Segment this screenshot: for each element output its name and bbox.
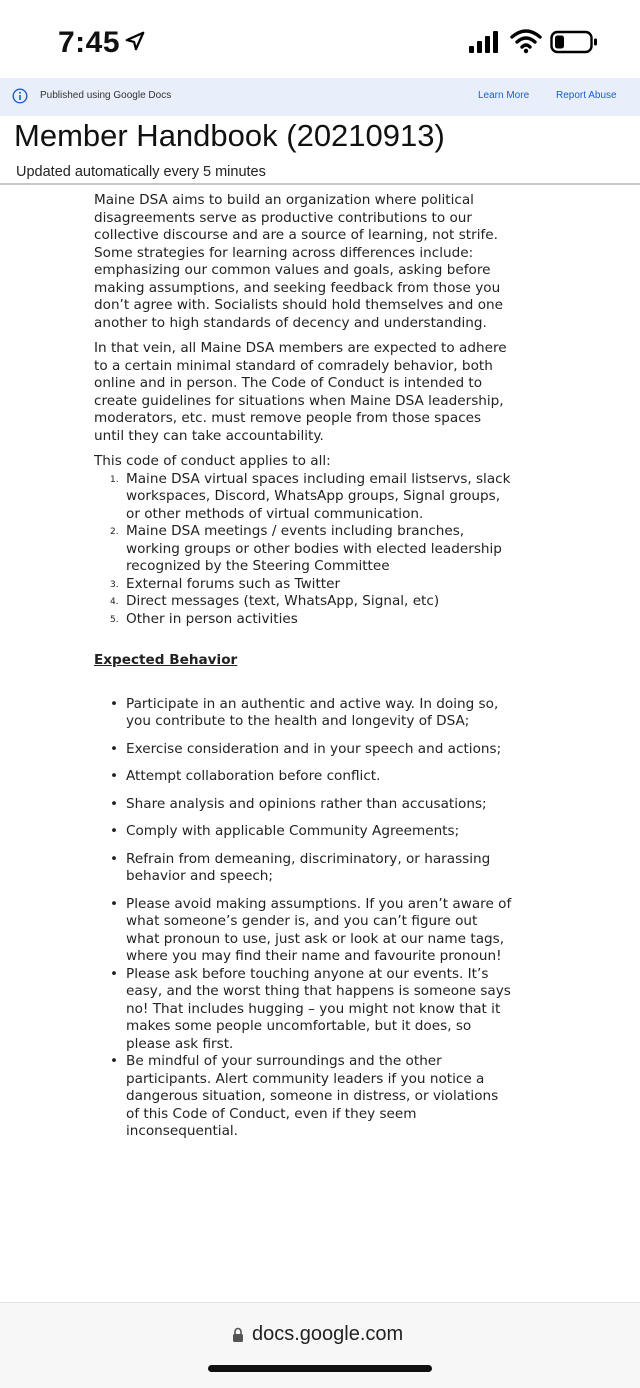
document-title: Member Handbook (20210913) [14,118,445,153]
learn-more-link[interactable]: Learn More [478,90,530,101]
list-number: 2. [110,527,119,537]
status-bar [0,0,640,78]
list-item [94,593,514,611]
list-item [94,741,514,759]
report-abuse-link[interactable]: Report Abuse [556,90,617,101]
bullet-icon: • [110,850,119,867]
expected-behavior-heading: Expected Behavior [94,652,238,668]
conduct-paragraph: In that vein, all Maine DSA members are expected to adhere to a certain minimal standard of comradely behavior, both online and in person. The Code of Conduct is intended to create guidelines for situations when Maine DSA leadership, moderators, etc. must remove people from those spaces until they can take accountability. [94,340,507,444]
browser-url-bar[interactable] [0,1302,640,1388]
list-item-text: Exercise consideration and in your speech and actions; [126,740,502,757]
list-item [94,768,514,786]
list-item-text: Participate in an authentic and active way. In doing so, you contribute to the health and longevity of DSA; [126,695,499,729]
home-indicator[interactable] [208,1365,432,1372]
list-item [94,523,514,576]
list-item-text: Other in person activities [126,610,298,627]
bullet-icon: • [110,1053,119,1069]
list-number: 1. [110,474,119,485]
applies-to-list [94,471,514,629]
applies-to-label: This code of conduct applies to all: [94,453,331,469]
bullet-icon: • [110,795,119,812]
list-item [94,611,514,629]
expected-behavior-list [94,696,514,1141]
list-item-text: Refrain from demeaning, discriminatory, or harassing behavior and speech; [126,850,491,884]
published-banner [0,78,640,116]
list-item-text: Please ask before touching anyone at our events. It’s easy, and the worst thing that happens is someone says no! That includes hugging – you might not know that it makes some people uncomfortable, but it does, so please ask first. [126,965,511,1052]
list-item [94,796,514,814]
battery-icon [550,30,598,54]
list-item-text: Comply with applicable Community Agreements; [126,823,460,839]
cellular-signal-icon [468,30,502,54]
clock-time: 7:45 [58,26,121,59]
bullet-icon: • [110,895,119,912]
list-item-text: Direct messages (text, WhatsApp, Signal, etc) [126,593,440,609]
list-item-text: Please avoid making assumptions. If you aren’t aware of what someone’s gender is, and you can’t figure out what pronoun to use, just ask or look at our name tags, where you may find their name and favourite pronoun! [126,895,512,964]
list-item-text: External forums such as Twitter [126,575,341,592]
list-item [94,966,514,1054]
wifi-icon [510,28,542,54]
list-number: 5. [110,614,119,625]
url-text[interactable]: docs.google.com [252,1323,404,1345]
header-divider [0,183,640,185]
published-label: Published using Google Docs [40,90,172,101]
lock-icon [232,1327,244,1343]
list-item-text: Share analysis and opinions rather than accusations; [126,795,487,812]
update-notice: Updated automatically every 5 minutes [16,164,266,180]
list-item [94,851,514,886]
info-icon [12,88,28,104]
list-item [94,1053,514,1141]
bullet-icon: • [110,823,119,839]
document-body [94,192,514,1141]
list-item [94,696,514,731]
bullet-icon: • [110,768,119,784]
bullet-icon: • [110,965,119,982]
location-arrow-icon [124,30,146,52]
list-item-text: Be mindful of your surroundings and the other participants. Alert community leaders if you notice a dangerous situation, someone in distress, or violations of this Code of Conduct, even if they seem inconsequential. [126,1053,499,1139]
list-item [94,471,514,524]
list-item [94,896,514,966]
list-number: 3. [110,579,119,590]
list-item [94,823,514,841]
list-item-text: Attempt collaboration before conflict. [126,768,381,784]
bullet-icon: • [110,740,119,757]
list-number: 4. [110,597,119,607]
bullet-icon: • [110,695,119,712]
list-item-text: Maine DSA virtual spaces including email listservs, slack workspaces, Discord, WhatsApp groups, Signal groups, or other methods of virtual communication. [126,470,511,522]
list-item-text: Maine DSA meetings / events including branches, working groups or other bodies with elected leadership recognized by the Steering Committee [126,523,502,574]
intro-paragraph: Maine DSA aims to build an organization where political disagreements serve as productive contributions to our collective discourse and are a source of learning, not strife. Some strategies for learning across differences include: emphasizing our common values and goals, asking before making assumptions, and seeking feedback from those you don’t agree with. Socialists should hold themselves and one another to high standards of decency and understanding. [94,192,504,331]
list-item [94,576,514,594]
